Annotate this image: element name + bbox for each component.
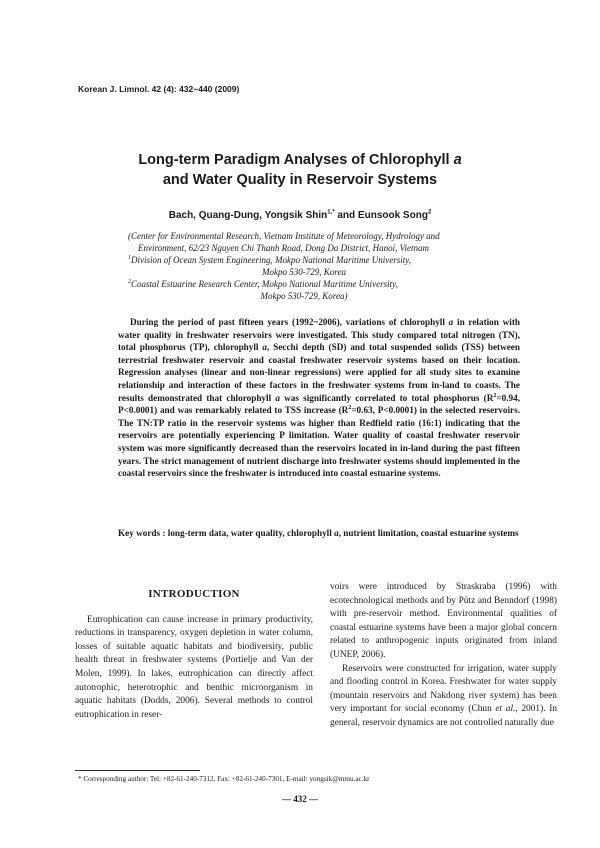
affiliation-1-cont: Mokpo 530-729, Korea bbox=[262, 267, 346, 277]
abstract-text-1: During the period of past fifteen years (1992~2006), variations of chlorophyll bbox=[130, 317, 449, 327]
intro-paragraph-3-text-a: Reservoirs were constructed for irrigation, water supply and flooding control in Korea. Freshwater for water supply (mountain reservoirs and Nakdong river system) has been very important for social economy (Chun bbox=[330, 663, 557, 715]
section-heading-introduction: INTRODUCTION bbox=[148, 588, 240, 600]
footnote-divider bbox=[75, 770, 200, 771]
keywords-italic: a bbox=[334, 528, 339, 538]
affiliation-2-sup: 2 bbox=[128, 279, 131, 285]
affiliation-2 bbox=[120, 278, 488, 290]
author-list bbox=[0, 210, 600, 221]
affiliation-1 bbox=[120, 254, 488, 266]
affiliation-2-cont: Mokpo 530-729, Korea) bbox=[260, 291, 348, 301]
abstract-text-2: in relation with water quality in freshwater reservoirs were investigated. This study compared total nitrogen (TN), total phosphorus (TP), chlorophyll bbox=[118, 317, 520, 353]
corresponding-author-footnote: * Corresponding author: Tel: +82-61-240-7312, Fax: +82-61-240-7301, E-mail: yongsik@mmu.ac.kr bbox=[78, 775, 370, 783]
affiliation-2-line-1 bbox=[128, 279, 398, 289]
keywords-text-1: long-term data, water quality, chlorophyll bbox=[167, 528, 335, 538]
abstract bbox=[118, 316, 520, 480]
title-line-1: Long-term Paradigm Analyses of Chlorophyll bbox=[138, 152, 454, 168]
keywords-text-2: , nutrient limitation, coastal estuarine systems bbox=[338, 528, 519, 538]
journal-reference: Korean J. Limnol. 42 (4): 432~440 (2009) bbox=[78, 84, 240, 94]
affiliation-1-sup: 1 bbox=[128, 255, 131, 261]
abstract-sup-1: 2 bbox=[493, 392, 497, 399]
abstract-text-5: =0.94, P<0.0001) and was remarkably related to TSS increase (R bbox=[118, 392, 520, 416]
abstract-text-3: , Secchi depth (SD) and total suspended solids (TSS) between terrestrial freshwater reservoir and coastal freshwater reservoir systems based on their location. Regression analyses (linear and non-linear regressions) were applied for all study sites to examine relationship and interaction of these factors in the freshwater systems from in-land to coasts. The results demonstrated that chlorophyll bbox=[118, 342, 520, 403]
abstract-italic-3: a bbox=[275, 392, 280, 403]
abstract-italic-1: a bbox=[448, 317, 454, 327]
page-number: — 432 — bbox=[282, 794, 318, 804]
abstract-text-6: =0.63, P<0.0001) in the selected reservoirs. The TN:TP ratio in the reservoir systems was higher than Redfield ratio (16:1) indicating that the reservoirs are potentially experiencing P limitation. Water quality of coastal freshwater reservoir system was more significantly decreased than the reservoirs located in in-land during the past fifteen years. The strict management of nutrient discharge into freshwater systems should implemented in the coastal reservoirs since the freshwater is introduced into coastal estuarine systems. bbox=[118, 405, 520, 479]
affiliation-1-text: Division of Ocean System Engineering, Mokpo National Maritime University, bbox=[131, 255, 411, 265]
title-italic-a: a bbox=[453, 152, 462, 168]
right-column bbox=[330, 581, 557, 731]
affiliations bbox=[120, 230, 488, 302]
intro-paragraph-3 bbox=[330, 663, 557, 731]
author-names-2: and Eunsook Song bbox=[334, 210, 428, 221]
abstract-paragraph bbox=[118, 316, 520, 480]
affiliation-0-line-1: (Center for Environmental Research, Vietnam Institute of Meteorology, Hydrology and bbox=[128, 231, 440, 241]
affiliation-0-cont: Environment, 62/23 Nguyen Chi Thanh Road, Dong Da District, Hanoi, Vietnam bbox=[138, 243, 429, 253]
abstract-text-4: was significantly correlated to total phosphorus (R bbox=[279, 392, 494, 403]
affiliation-1-line-1 bbox=[128, 255, 411, 265]
author-sup-2: 2 bbox=[427, 209, 432, 216]
affiliation-0 bbox=[120, 230, 488, 242]
left-column bbox=[75, 588, 313, 722]
title-line-2: and Water Quality in Reservoir Systems bbox=[162, 172, 438, 188]
abstract-italic-2: a bbox=[262, 342, 267, 353]
intro-paragraph-3-text-b: , 2001). In general, reservoir dynamics are not controlled naturally due bbox=[330, 704, 557, 728]
intro-paragraph-1: Eutrophication can cause increase in primary productivity, reductions in transparency, oxygen depletion in water column, losses of suitable aquatic habitats and biodiversity, public health threat in freshwater systems (Portielje and Van der Molen, 1999). In lakes, eutrophication can directly affect autotrophic, heterotrophic and benthic microorganism in aquatic habitats (Dodds, 2006). Several methods to control eutrophication in reser- bbox=[75, 614, 313, 720]
author-sup-1: 1,* bbox=[327, 209, 335, 216]
keywords-label: Key words : bbox=[118, 528, 168, 538]
keywords bbox=[118, 527, 520, 540]
paper-title bbox=[0, 150, 600, 190]
affiliation-2-text: Coastal Estuarine Research Center, Mokpo National Maritime University, bbox=[131, 279, 398, 289]
intro-et-al: et al. bbox=[495, 704, 516, 715]
intro-paragraph-2: voirs were introduced by Straskraba (1996) with ecotechnological methods and by Pütz and Benndorf (1998) with pre-reservoir method. Environmental qualities of coastal estuarine systems have been a major global concern related to anthropogenic inputs originated from inland (UNEP, 2006). bbox=[330, 582, 557, 660]
author-names-1: Bach, Quang-Dung, Yongsik Shin bbox=[168, 210, 328, 221]
abstract-sup-2: 2 bbox=[348, 405, 352, 412]
